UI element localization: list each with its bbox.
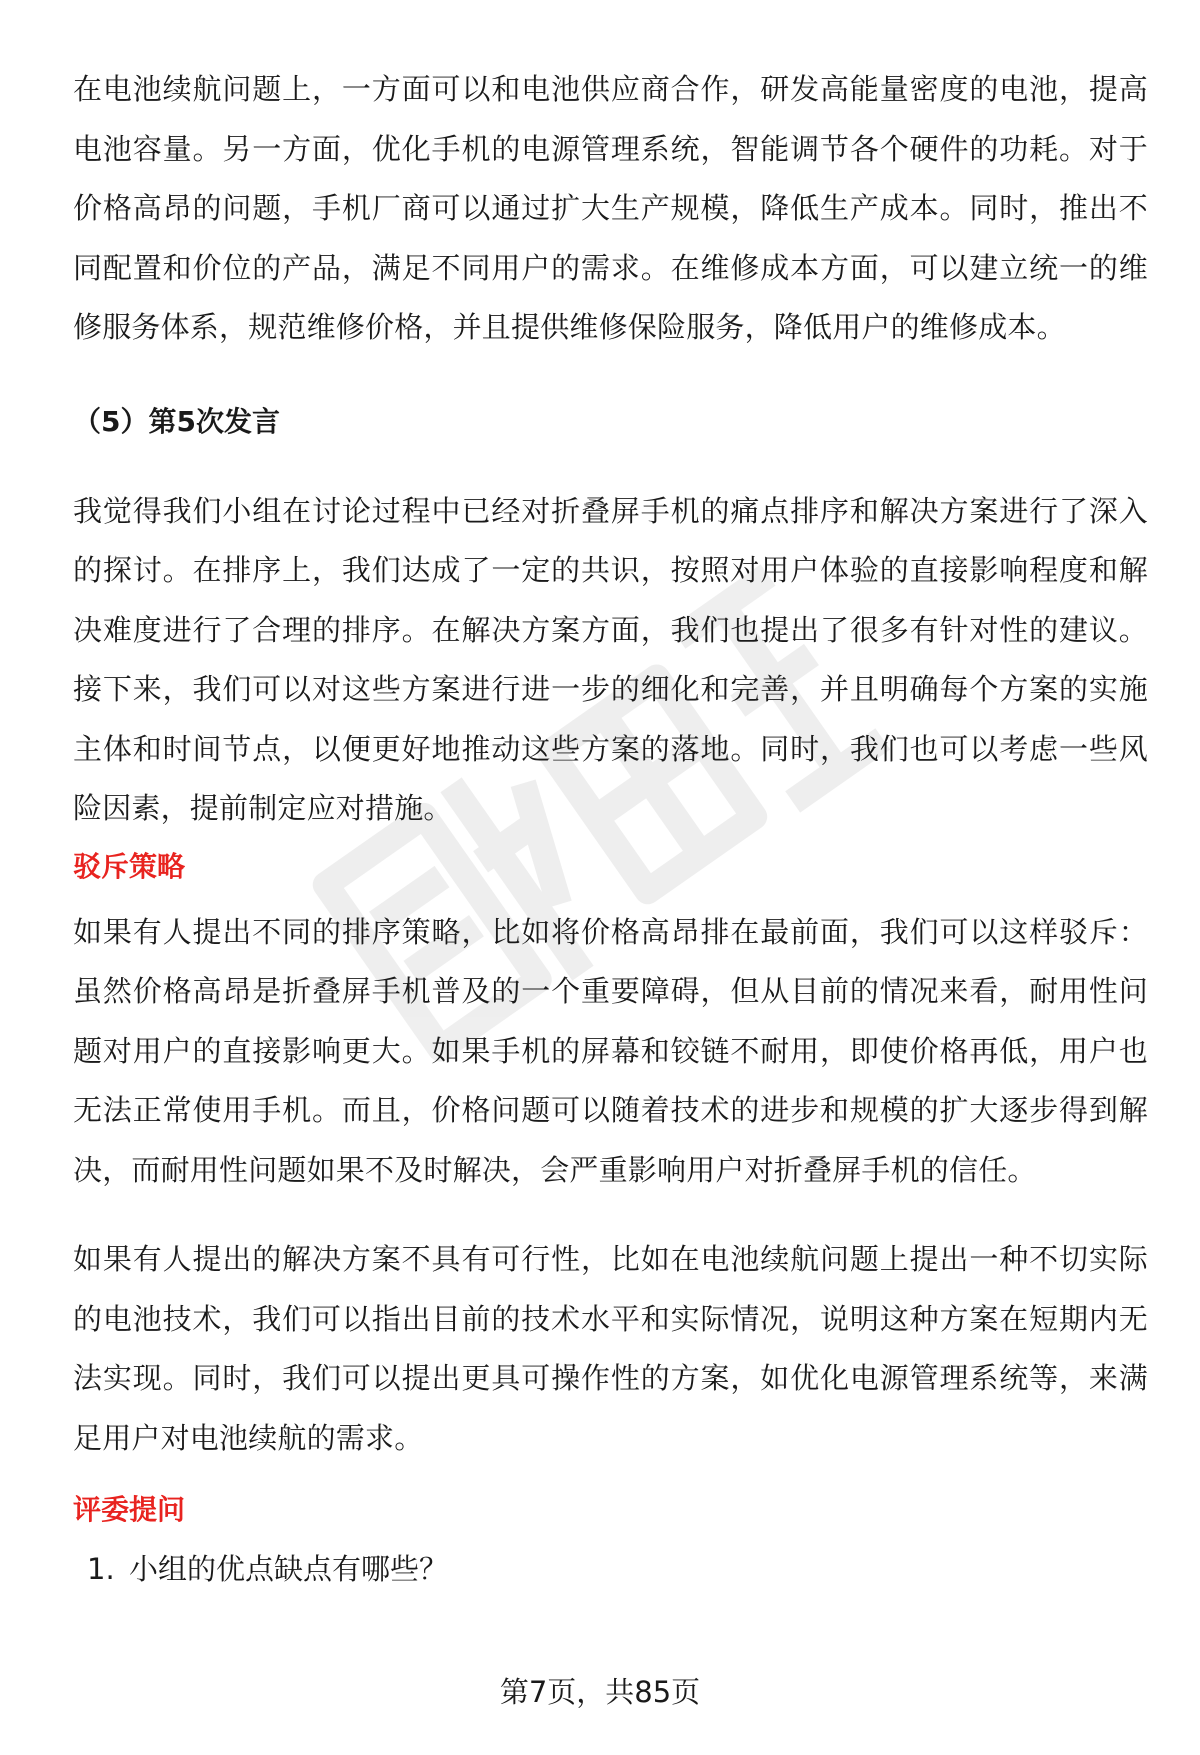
paragraph-rebuttal-1: 如果有人提出不同的排序策略，比如将价格高昂排在最前面，我们可以这样驳斥：虽然价格高昂是折叠屏手机普及的一个重要障碍，但从目前的情况来看，耐用性问题对用户的直接影响更大。如果手机的屏幕和铰链不耐用，即使价格再低，用户也无法正常使用手机。而且，价格问题可以随着技术的进步和规模的扩大逐步得到解决，而耐用性问题如果不及时解决，会严重影响用户对折叠屏手机的信任。 — [73, 914, 1148, 1187]
question-number: 1. — [87, 1552, 115, 1586]
paragraph-solutions: 在电池续航问题上，一方面可以和电池供应商合作，研发高能量密度的电池，提高电池容量。另一方面，优化手机的电源管理系统，智能调节各个硬件的功耗。对于价格高昂的问题，手机厂商可以通过扩大生产规模，降低生产成本。同时，推出不同配置和价位的产品，满足不同用户的需求。在维修成本方面，可以建立统一的维修服务体系，规范维修价格，并且提供维修保险服务，降低用户的维修成本。 — [73, 72, 1148, 344]
question-text: 小组的优点缺点有哪些？ — [129, 1552, 449, 1586]
heading-judge-questions: 评委提问 — [73, 1493, 186, 1526]
paragraph-speech-5: 我觉得我们小组在讨论过程中已经对折叠屏手机的痛点排序和解决方案进行了深入的探讨。在排序上，我们达成了一定的共识，按照对用户体验的直接影响程度和解决难度进行了合理的排序。在解决方案方面，我们也提出了很多有针对性的建议。接下来，我们可以对这些方案进行进一步的细化和完善，并且明确每个方案的实施主体和时间节点，以便更好地推动这些方案的落地。同时，我们也可以考虑一些风险因素，提前制定应对措施。 — [73, 493, 1148, 825]
page-footer: 第7页，共85页 — [499, 1675, 701, 1709]
heading-rebuttal-strategy: 驳斥策略 — [73, 849, 186, 883]
document-body — [73, 60, 1148, 1594]
question-list — [73, 1544, 1148, 1594]
list-item — [73, 1544, 1148, 1594]
paragraph-rebuttal-2: 如果有人提出的解决方案不具有可行性，比如在电池续航问题上提出一种不切实际的电池技术，我们可以指出目前的技术水平和实际情况，说明这种方案在短期内无法实现。同时，我们可以提出更具可操作性的方案，如优化电源管理系统等，来满足用户对电池续航的需求。 — [73, 1242, 1148, 1455]
heading-speech-5: （5）第5次发言 — [73, 404, 280, 438]
